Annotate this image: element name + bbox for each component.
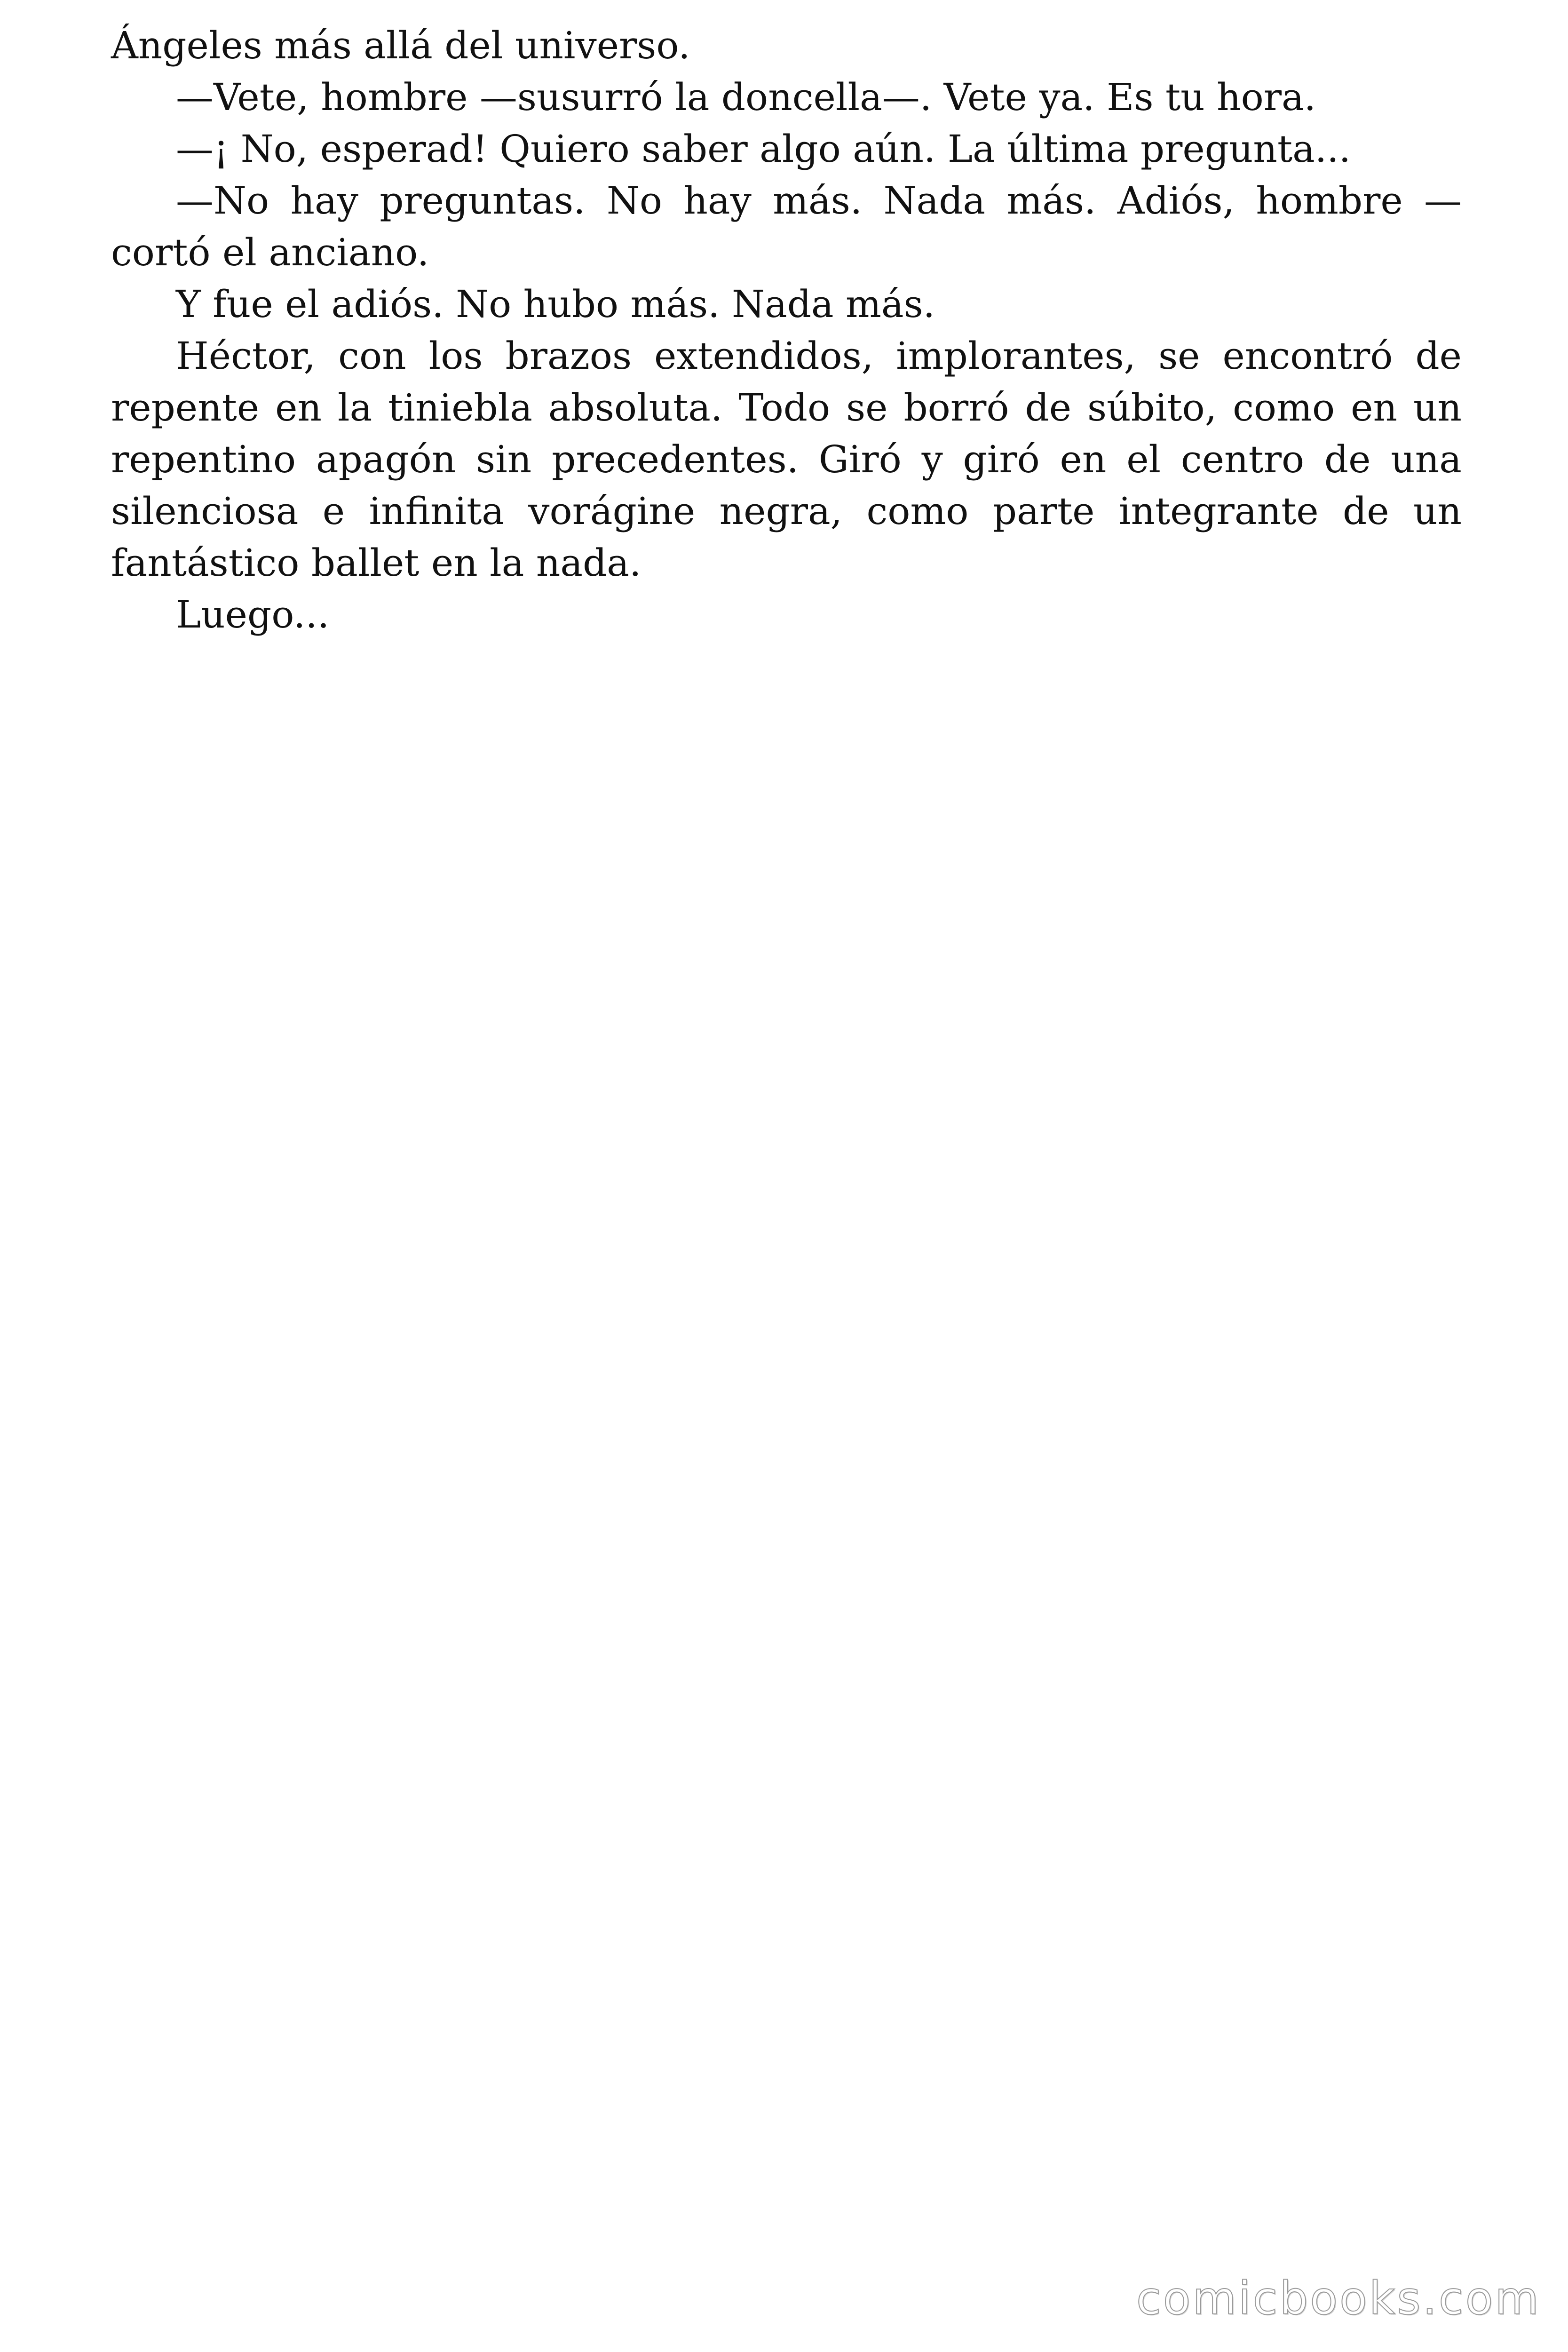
paragraph-dialogue-hector: —¡ No, esperad! Quiero saber algo aún. La última pregunta... <box>176 127 1351 171</box>
watermark-logo: comicbooks.com <box>1136 2272 1541 2325</box>
paragraph-dialogue-doncella: —Vete, hombre —susurró la doncella—. Vete ya. Es tu hora. <box>176 75 1316 119</box>
paragraph-luego: Luego... <box>176 593 330 636</box>
paragraph-hector-darkness: Héctor, con los brazos extendidos, implorantes, se encontró de repente en la tiniebla absoluta. Todo se borró de súbito, como en un repentino apagón sin precedentes. Giró y giró en el centro de una silenciosa e infinita vorágine negra, como parte integrante de un fantástico ballet en la nada. <box>111 334 1462 585</box>
paragraph-adios: Y fue el adiós. No hubo más. Nada más. <box>176 282 935 326</box>
page-body <box>111 20 1462 641</box>
paragraph-continuation: Ángeles más allá del universo. <box>111 24 690 67</box>
paragraph-dialogue-anciano: —No hay preguntas. No hay más. Nada más. Adiós, hombre — cortó el anciano. <box>111 179 1462 274</box>
